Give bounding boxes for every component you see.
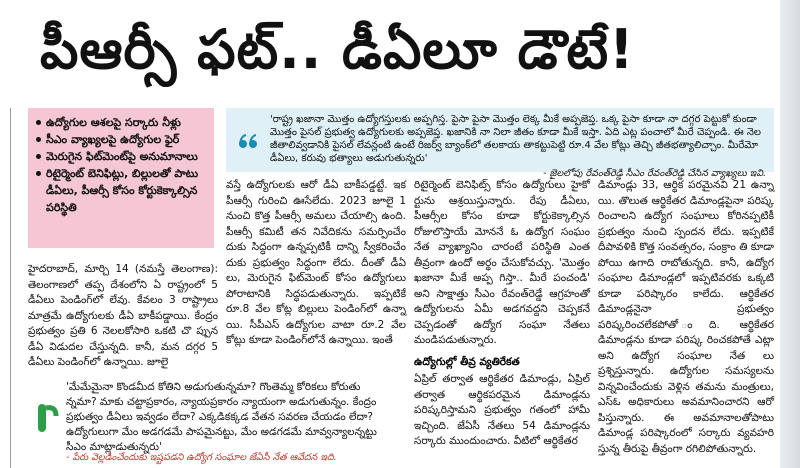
- subheading: ఉద్యోగుల్లో తీవ్ర వ్యతిరేకత: [414, 355, 520, 368]
- article-column-3: [414, 178, 590, 450]
- highlight-item: రిటైర్మెంట్ బెనిఫిట్లు, బిల్లులతో పాటు డీఏలు, పీఆర్సీ కోసం కోర్టుకెక్కాల్సిన పరిస్థితి: [36, 165, 206, 216]
- column-3-body: రిటైర్మెంట్ బెనిఫిట్స్ కోసం ఉద్యోగులు హైకో ర్టును ఆశ్రయిస్తున్నారు. రేపు డీఏలు, పీఆర్సీల కోసం కూడా కోర్టుకెక్కాల్సిన రోజులొస్తాయే మోననే ఓ ఉద్యోగ సంఘం నేత వ్యాఖ్యానిం చారంటే పరిస్థితి ఎంత తీవ్రంగా ఉందో అర్థం చేసుకోవచ్చు. 'మొత్తం ఖజానా మీకే అప్ప గిస్తా.. మీరే పంచండి' అని సాక్షాత్తు సీఎం రేవంత్‌రెడ్డే ఆగ్రహంతో ఉద్యోగులను ఏమీ అడగవద్దని చెప్పకనే చెప్పడంతో ఉద్యోగ సంఘా నేతలు మండిపడుతున్నారు.: [414, 179, 590, 346]
- quote-icon: [236, 130, 260, 154]
- quote-icon: [34, 400, 60, 436]
- photo-edge: [780, 0, 800, 468]
- union-quote-box: [28, 380, 386, 468]
- highlight-item: సీఎం వ్యాఖ్యలపై ఉద్యోగుల ఫైర్: [36, 131, 206, 148]
- column-4-body: డిమాండ్లు 33, ఆర్థిక పరమైనవి 21 ఉన్నా యి. తొలుత ఆర్థికేతర డిమాండ్లపైనా పరిష్క రించాలని ఉద్యోగ సంఘాలు కోరినప్పటికీ ప్రభుత్వం నుంచి స్పందన లేదు. ఇప్పటికే దీపావళికి కొత్త సంవత్సరం, సంక్రాం తి కూడా పోయి ఉగాది రాబోతున్నది. కానీ, ఉద్యోగ సంఘాల డిమాండ్లలో ఇప్పటివరకు ఒక్కటి కూడా పరిష్కారం కాలేదు. ఆర్థికేతర డిమాండ్లనైనా ప్రభుత్వం పరిష్కరించలేకపోతో ంది. ఆర్థికేతర డిమాండ్లను కూడా పరిష్క రించకపోతే ఎట్లా అని ఉద్యోగ సంఘాల నేత లు ప్రశ్నిస్తున్నారు. ఉద్యోగుల సమస్యలను విన్నవించేందుకు వెళ్లిన తమను మంత్రులు, ఎస్‌ఓ అధికారులు అవమానించారని ఆరో పిస్తున్నారు. ఈ అవమానాలతోపాటు డిమాండ్ల పరిష్కారంలో సర్కారు వ్యవహరి స్తున్న తీరుపై తీవ్రంగా రగిలిపోతున్నారు.: [598, 179, 774, 455]
- article-column-4: [598, 178, 774, 457]
- article-column-1: [28, 262, 218, 371]
- column-2-body: వస్తే ఉద్యోగులకు ఆరో డీఏ బాకీపడ్డట్టే. ఇక పీఆర్సీ గురించి ఊసేలేదు. 2023 జూలై 1 నుంచి కొత్త పీఆర్సీ అమలు చేయాల్సి ఉంది. పీఆర్సీ కమిటీ తన నివేదికను సమర్పించేం దుకు సిద్ధంగా ఉన్నప్పటికీ దాన్ని స్వీకరించేం దుకు ప్రభుత్వం సిద్ధంగా లేదు. దీంతో డీఏ లు, మెరుగైన ఫిట్‌మెంట్ కోసం ఉద్యోగులు పోరాటానికి సిద్ధపడుతున్నారు. ఇప్పటికే రూ.8 వేల కోట్ల బిల్లులు పెండింగ్‌లో ఉన్నా యి. సీపీఎస్ ఉద్యోగుల వాటా రూ.2 వేల కోట్లు కూడా పెండింగ్‌లోనే ఉన్నాయి. ఇంతే: [226, 179, 406, 346]
- headline-area: [0, 0, 780, 100]
- headline: పీఆర్సీ ఫట్.. డీఏలూ డౌటే!: [40, 18, 635, 81]
- cm-quote-box: [226, 108, 774, 179]
- column-1-body: తెలంగాణలో తప్ప దేశంలోని ఏ రాష్ట్రంలో 5 డీఏలు పెండింగ్‌లో లేవు. కేవలం 3 రాష్ట్రాలు మాత్రమే ఉద్యోగులకు డీఏ బాకీపడ్డాయి. కేంద్రం ప్రభుత్వం ప్రతి 6 నెలలకోసారి ఒకటి చొ ప్పున డీఏ విడుదల చేస్తున్నది. కానీ, మన దగ్గర 5 డీఏలు పెండింగ్‌లో ఉన్నాయి. జూలై: [28, 278, 218, 368]
- highlight-item: మెరుగైన ఫిట్‌మెంట్‌పై అనుమానాలు: [36, 148, 206, 165]
- union-quote-attribution: - పేరు వెల్లడించేందుకు ఇష్టపడని ఉద్యోగ సంఘాల జేఏసీ నేత ఆవేదన ఇది.: [66, 452, 337, 463]
- article-column-2: [226, 178, 406, 349]
- column-3-body-2: ఏప్రిల్ తర్వాత ఆర్థికేతర డిమాండ్లు, ఏప్రిల్ తర్వాత ఆర్థికపరమైన డిమాండ్లను పరిష్కరిస్తామని ప్రభుత్వం గతంలో హామీ ఇచ్చింది. జేఏసీ నేతలు 54 డిమాండ్లను సర్కారు ముందుంచారు. వీటిలో ఆర్థికేతర: [414, 373, 590, 447]
- highlight-item: ఉద్యోగుల ఆశలపై సర్కారు నీళ్లు: [36, 114, 206, 131]
- highlights-box: [28, 108, 214, 248]
- union-quote-text: 'మేమేమైనా కొండమీద కోతిని అడుగుతున్నమా? గొంతెమ్మ కోరికలు కోరుతు న్నమా? మాకు చట్టాప్రకారం, న్యాయప్రకారం న్యాయంగా అడుగుతున్నం. కేంద్రం ప్రభుత్వం డీఏలు ఇవ్వడం లేదా? ఎక్కడికక్కడ వేతన సవరణ చేయడం లేదా? ఉద్యోగులుగా మేం అడగడమే పాపమైనట్టు, మేం అడగడమే మావ్వన్యాలన్నట్టు సీఎం మాట్లాడుతున్నరు': [66, 381, 377, 453]
- left-column-edge: [0, 108, 11, 468]
- dateline: హైదరాబాద్, మార్చి 14 (నమస్తే తెలంగాణ):: [28, 263, 218, 275]
- cm-quote-attribution: - జైలలోపు రేవంత్‌రెడ్డి సీఎం రేవంత్‌రెడ్డి చేసిన వ్యాఖ్యలు ఇవి.: [543, 168, 766, 179]
- cm-quote-text: 'రాష్ట్ర ఖజానా మొత్తం ఉద్యోగస్తులకు అప్పగిస్త. పైసా పైసా మొత్తం లెక్క మీకే అప్పజెప్త. ఒక్క పైసా కూడా నా దగ్గర పెట్టుకో కుండా మొత్తం పైసల్ ప్రభుత్వ ఉద్యోగులకు అప్పజెప్త. ఖజానికి నా నిలా జీతం కూడా మీకే ఇస్తా. ఏది ఎట్ల పంచాలో మీరే చెప్పండి. ఈ నెల జీతాలివ్వడానికి పైసల్ లేవన్లంటి ఉంటే రిజర్వ్ బ్యాంక్‌లో తలకాయ తాకట్టుపెట్టి రూ.4 వేల కోట్లు తెచ్చి జీతభత్యాలిచ్చాం. మీరేమో డీఏలు, కరువు భత్యాలు అడుగుతున్నరు': [270, 114, 761, 164]
